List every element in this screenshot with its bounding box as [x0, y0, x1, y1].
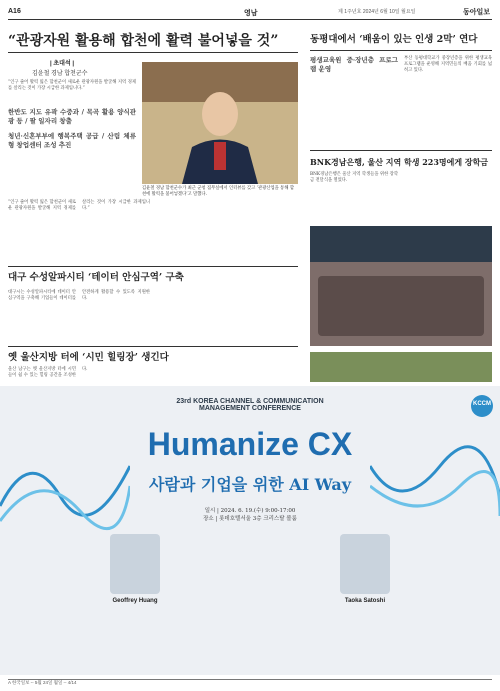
ad-subtitle: 사람과 기업을 위한 AI Way [148, 475, 352, 494]
walkway-photo [310, 352, 492, 382]
governor-photo [142, 62, 298, 184]
article1-byline: 김윤철 경남 합천군수 [32, 71, 88, 77]
interview-tag: | 초대석 | [50, 61, 75, 67]
ad-logo-text: KCCM [473, 401, 491, 407]
article1-subhead1: 한반도 지도 유곽 수중과 / 목곡 활용 양식관광 등 / 팔 일자리 창출 [8, 108, 136, 126]
divider [310, 50, 492, 51]
article1-body: “인구 줄어 활력 잃은 합천군이 새로운 관광자원을 발굴해 지역 경제를 살리는 것이 가장 시급한 과제입니다.” 한반도 지도 유곽 수중과 / 목곡 활용 양식관광 등 / 팔 일자리 창출 청년·신혼부부에 행복주택 공급 / 산림 체류형 창업센터 조성 추진 [8, 80, 136, 150]
left-wave-icon [0, 426, 130, 546]
article3-body: BNK경남은행은 울산 지역 학생들을 위한 장학금 전달식을 열었다. [310, 172, 398, 184]
headline-divider [8, 52, 298, 53]
divider [310, 150, 492, 151]
right-wave-icon [370, 426, 500, 546]
article1-headline: “관광자원 활용해 합천에 활력 불어넣을 것” [8, 33, 279, 49]
ad-date: 일시 | 2024. 6. 19.(수) 9:00-17:00 [204, 508, 296, 514]
ad-headline: Humanize CX [147, 426, 353, 462]
article5-title: 옛 울산지방 터에 ‘시민 힐링장’ 생긴다 [8, 352, 169, 363]
article2-title: 동평대에서 ‘배움이 있는 인생 2막’ 연다 [310, 34, 478, 45]
section-title: 영남 [244, 8, 258, 17]
speaker2-name: Taoka Satoshi [344, 598, 386, 604]
governor-portrait-icon [142, 62, 298, 184]
article1-body-columns: “인구 줄어 활력 잃은 합천군이 새로운 관광자원을 발굴해 지역 경제를 살리는 것이 가장 시급한 과제입니다.” [8, 200, 150, 212]
article1-photo-caption: 김윤철 경남 합천군수가 최근 군청 집무실에서 인터뷰를 갖고 ‘관광산업을 통해 합천에 활력을 불어넣겠다’고 말했다. [142, 186, 294, 197]
speaker1-name: Geoffrey Huang [112, 598, 158, 604]
article1-subhead2: 청년·신혼부부에 행복주택 공급 / 산림 체류형 창업센터 조성 추진 [8, 132, 136, 150]
speaker2-photo [340, 534, 390, 594]
section-divider [8, 346, 298, 347]
conference-ad [0, 386, 500, 675]
page-number: A16 [8, 8, 21, 15]
article2-body: 평생교육원 중·장년층 프로그램 운영 부산 동평대학교가 중장년층을 위한 평생교육 프로그램을 운영해 지역민들의 배움 기회를 넓히고 있다. [310, 56, 492, 74]
ad-place: 장소 | 롯데호텔서울 3층 크리스탈 볼룸 [203, 516, 297, 522]
article3-title: BNK경남은행, 울산 지역 학생 223명에게 장학금 [310, 157, 489, 167]
article4-title: 대구 수성알파시티 ‘테이터 안심구역’ 구축 [8, 272, 184, 283]
newspaper-name: 동아일보 [463, 7, 491, 16]
ceremony-photo-icon [310, 226, 492, 346]
issue-info: 제 1주년호 2024년 6월 10일 월요일 [338, 9, 416, 15]
article2-sub: 평생교육원 중·장년층 프로그램 운영 [310, 56, 398, 73]
speaker1-photo [110, 534, 160, 594]
footer: A 한국일보 -- 5월 24일 월일 -- 4/14 [8, 679, 492, 687]
page-header [8, 8, 492, 20]
section-divider [8, 266, 298, 267]
article5-body: 울산 남구는 옛 울산지방 터에 시민들이 쉴 수 있는 힐링 공간을 조성한다. [8, 367, 88, 379]
article4-body: 대구시는 수성알파시티에 데이터 안심구역을 구축해 기업들이 데이터를 안전하게 활용할 수 있도록 지원한다. [8, 290, 150, 302]
bnk-photo [310, 226, 492, 346]
ad-conference-title: 23rd KOREA CHANNEL & COMMUNICATION MANAGEMENT CONFERENCE [176, 398, 324, 412]
